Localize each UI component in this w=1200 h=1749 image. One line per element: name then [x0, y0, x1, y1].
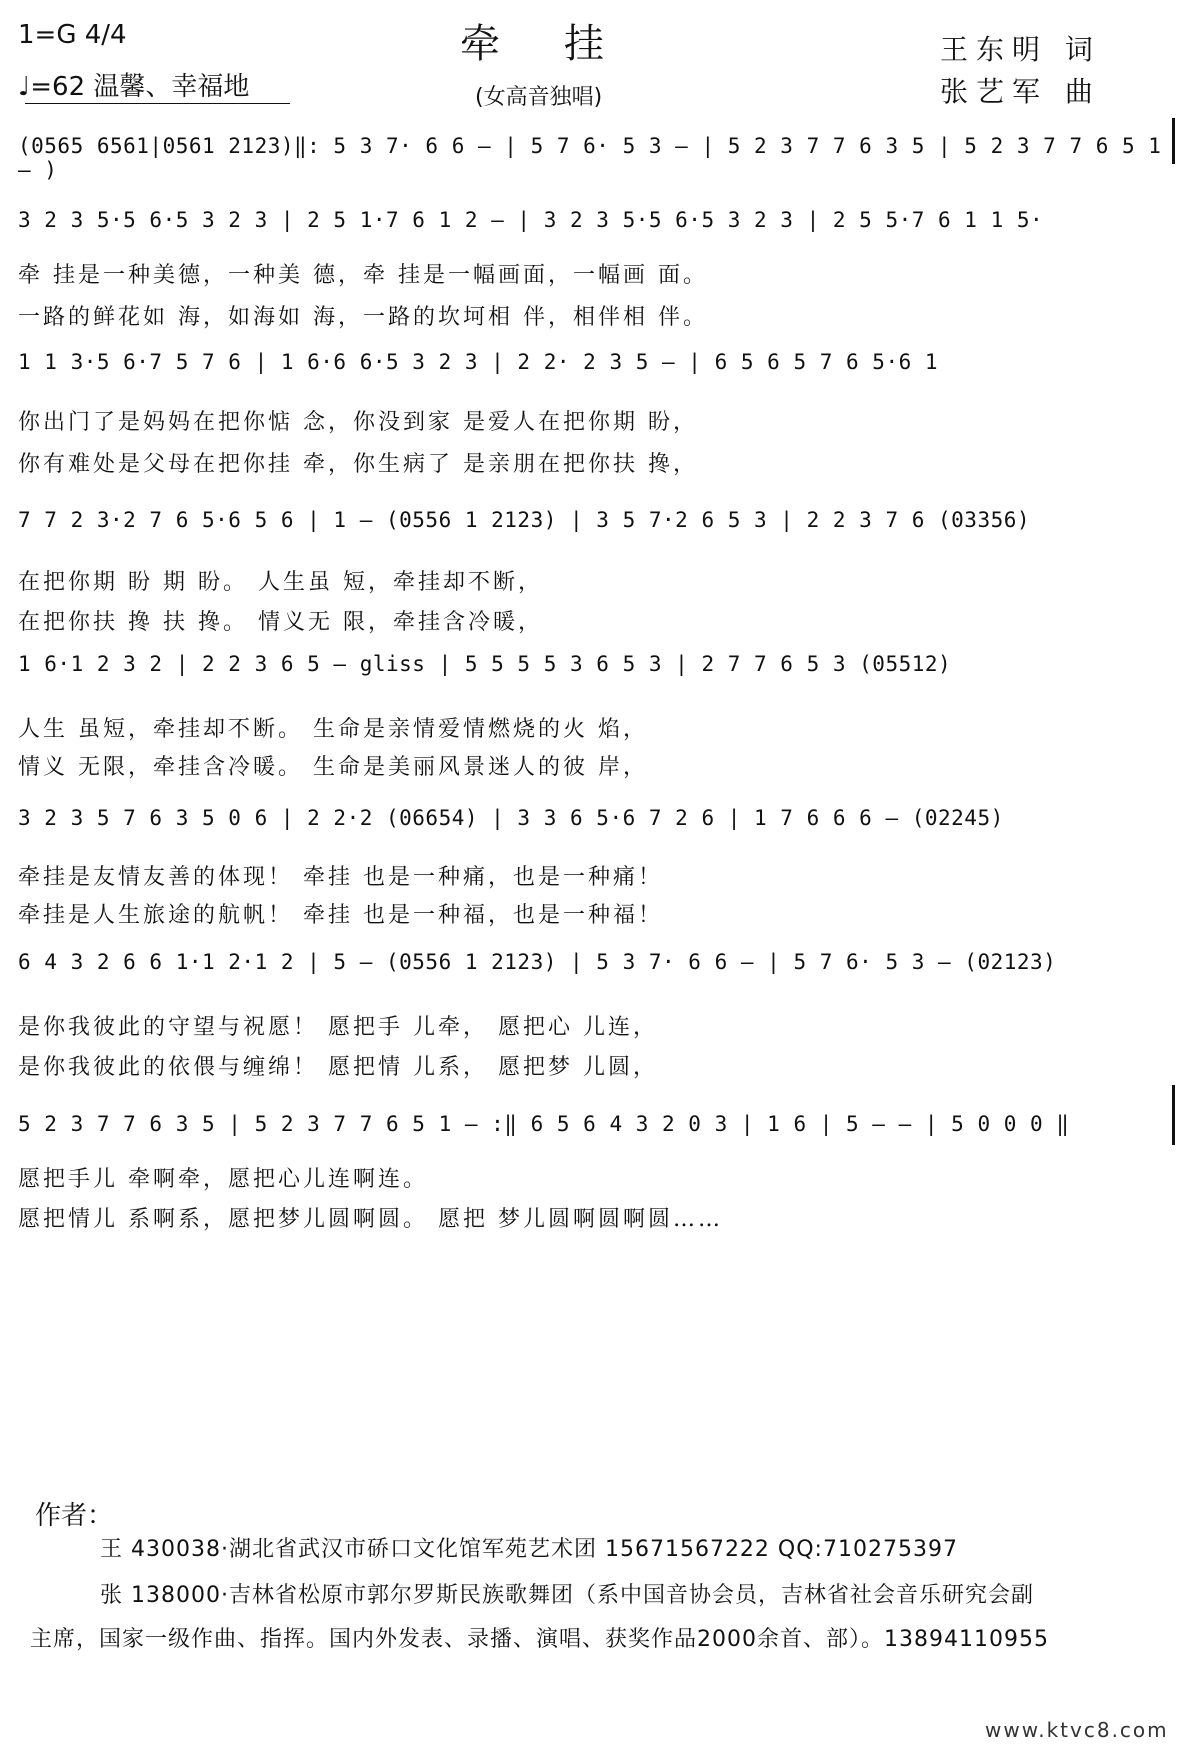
lyric-line-5-verse-1: 人生 虽短，牵挂却不断。 生命是亲情爱情燃烧的火 焰，	[18, 717, 648, 742]
lyric-line-8-verse-2: 愿把情儿 系啊系，愿把梦儿圆啊圆。 愿把 梦儿圆啊圆啊圆……	[18, 1207, 723, 1232]
lyricist-credit: 王东明 词	[940, 33, 1101, 66]
tempo-underline	[25, 103, 290, 104]
song-title: 牵挂	[460, 21, 668, 67]
composer-credit: 张艺军 曲	[940, 75, 1101, 108]
notation-line-3: 1 1 3·5 6·7 5 7 6 | 1 6·6 6·5 3 2 3 | 2 2· 2 3 5 — | 6 5 6 5 7 6 5·6 1	[18, 350, 939, 374]
notation-line-7: 6 4 3 2 6 6 1·1 2·1 2 | 5 — (0556 1 2123) | 5 3 7· 6 6 — | 5 7 6· 5 3 — (02123)	[18, 950, 1057, 974]
author-info-line-2: 张 138000·吉林省松原市郭尔罗斯民族歌舞团（系中国音协会员，吉林省社会音乐研究会副	[100, 1583, 1034, 1608]
lyric-line-3-verse-2: 你有难处是父母在把你挂 牵，你生病了 是亲朋在把你扶 搀，	[18, 452, 698, 477]
lyric-line-2-verse-1: 牵 挂是一种美德，一种美 德，牵 挂是一幅画面，一幅画 面。	[18, 263, 708, 288]
key-signature: 1=G 4/4	[18, 20, 127, 50]
lyric-line-4-verse-1: 在把你期 盼 期 盼。 人生虽 短，牵挂却不断，	[18, 570, 543, 595]
final-barline	[1172, 1085, 1175, 1145]
lyric-line-3-verse-1: 你出门了是妈妈在把你惦 念，你没到家 是爱人在把你期 盼，	[18, 410, 698, 435]
lyric-line-6-verse-1: 牵挂是友情友善的体现！ 牵挂 也是一种痛，也是一种痛！	[18, 865, 663, 890]
author-label: 作者：	[35, 1501, 114, 1531]
barline-system-1	[1172, 118, 1175, 164]
lyric-line-6-verse-2: 牵挂是人生旅途的航帆！ 牵挂 也是一种福，也是一种福！	[18, 903, 663, 928]
lyric-line-2-verse-2: 一路的鲜花如 海，如海如 海，一路的坎坷相 伴，相伴相 伴。	[18, 305, 708, 330]
lyric-line-5-verse-2: 情义 无限，牵挂含冷暖。 生命是美丽风景迷人的彼 岸，	[18, 755, 648, 780]
author-info-line-3: 主席，国家一级作曲、指挥。国内外发表、录播、演唱、获奖作品2000余首、部）。13894110955	[30, 1627, 1049, 1652]
site-watermark: www.ktvc8.com	[985, 1718, 1169, 1742]
lyric-line-4-verse-2: 在把你扶 搀 扶 搀。 情义无 限，牵挂含冷暖，	[18, 610, 543, 635]
notation-line-4: 7 7 2 3·2 7 6 5·6 5 6 | 1 — (0556 1 2123) | 3 5 7·2 6 5 3 | 2 2 3 7 6 (03356)	[18, 508, 1031, 532]
notation-line-8: 5 2 3 7 7 6 3 5 | 5 2 3 7 7 6 5 1 — :‖ 6 5 6 4 3 2 0 3 | 1 6 | 5 — — | 5 0 0 0 ‖	[18, 1112, 1070, 1136]
tempo-marking: ♩=62 温馨、幸福地	[18, 72, 250, 102]
song-subtitle: (女高音独唱)	[475, 85, 603, 110]
notation-line-2: 3 2 3 5·5 6·5 3 2 3 | 2 5 1·7 6 1 2 — | 3 2 3 5·5 6·5 3 2 3 | 2 5 5·7 6 1 1 5·	[18, 208, 1044, 232]
lyric-line-7-verse-1: 是你我彼此的守望与祝愿！ 愿把手 儿牵， 愿把心 儿连，	[18, 1015, 658, 1040]
notation-line-6: 3 2 3 5 7 6 3 5 0 6 | 2 2·2 (06654) | 3 3 6 5·6 7 2 6 | 1 7 6 6 6 — (02245)	[18, 806, 1004, 830]
author-info-line-1: 王 430038·湖北省武汉市硚口文化馆军苑艺术团 15671567222 QQ:710275397	[100, 1537, 958, 1562]
lyric-line-8-verse-1: 愿把手儿 牵啊牵，愿把心儿连啊连。	[18, 1167, 428, 1192]
notation-line-1: (0565 6561|0561 2123)‖: 5 3 7· 6 6 — | 5 7 6· 5 3 — | 5 2 3 7 7 6 3 5 | 5 2 3 7 7 6 5 1 — )	[18, 134, 1162, 182]
lyric-line-7-verse-2: 是你我彼此的依偎与缠绵！ 愿把情 儿系， 愿把梦 儿圆，	[18, 1055, 658, 1080]
notation-line-5: 1 6·1 2 3 2 | 2 2 3 6 5 — gliss | 5 5 5 5 3 6 5 3 | 2 7 7 6 5 3 (05512)	[18, 652, 952, 676]
